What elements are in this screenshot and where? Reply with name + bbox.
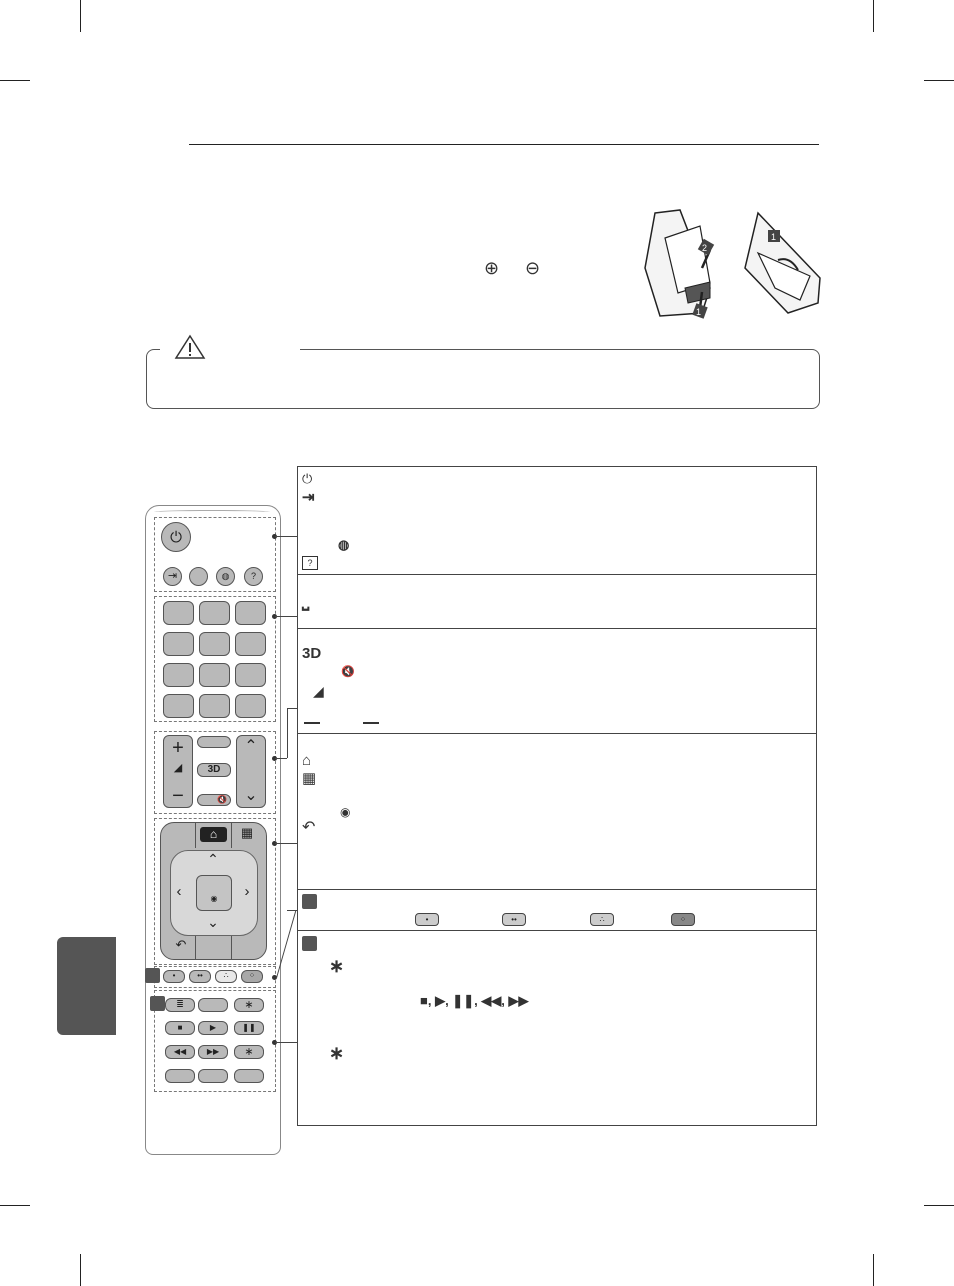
right-dash-icon [363, 722, 379, 724]
blank-round-button[interactable] [189, 567, 208, 586]
color-keys-marker [145, 968, 160, 983]
mute-icon: 🔇 [341, 666, 355, 678]
volume-down-icon: − [172, 785, 184, 807]
star-icon: ∗ [244, 1046, 254, 1058]
3d-icon: 3D [302, 645, 322, 662]
plus-polarity-icon: ⊕ [484, 258, 500, 278]
number-button[interactable] [235, 601, 266, 625]
input-icon: ⇥ [167, 570, 178, 582]
channel-rocker[interactable] [236, 735, 266, 808]
step-2-label: 2 [702, 243, 708, 253]
number-button[interactable] [235, 663, 266, 687]
control-keys-marker [302, 936, 317, 951]
language-side-tab [57, 937, 116, 1035]
3d-icon: 3D [207, 764, 221, 775]
color-keys-marker [302, 894, 317, 909]
stop-icon: ■ [177, 1023, 183, 1032]
input-button[interactable] [163, 567, 182, 586]
blank-control-button[interactable] [198, 998, 228, 1012]
power-button[interactable] [161, 522, 191, 552]
left-arrow-icon[interactable]: ‹ [176, 883, 182, 900]
3d-button[interactable] [197, 763, 231, 777]
rewind-button[interactable] [165, 1045, 195, 1059]
volume-icon: ◢ [313, 683, 324, 699]
step-1b-label: 1 [771, 232, 777, 242]
minus-polarity-icon: ⊖ [525, 258, 541, 278]
blank-control-button[interactable] [198, 1069, 228, 1083]
blue-key-icon: ⁘ [671, 913, 695, 926]
play-icon: ▶ [209, 1023, 217, 1032]
header-rule [189, 144, 819, 145]
number-button[interactable] [235, 632, 266, 656]
stop-button[interactable] [165, 1021, 195, 1035]
number-button[interactable] [163, 663, 194, 687]
text-button[interactable] [165, 998, 195, 1012]
green-button[interactable]: •• [189, 970, 211, 983]
back-icon: ↶ [302, 819, 316, 836]
star-icon: ∗ [329, 956, 345, 976]
blue-button[interactable]: ⁘ [241, 970, 263, 983]
energy-icon: ◍ [221, 571, 230, 581]
volume-up-icon: + [172, 737, 184, 759]
red-button[interactable]: • [163, 970, 185, 983]
power-icon: ⏻ [302, 471, 313, 486]
manual-icon: ? [250, 571, 256, 581]
callout-table [297, 466, 817, 1126]
energy-icon: ◍ [338, 537, 350, 552]
rewind-icon: ◀◀ [173, 1047, 187, 1056]
control-keys-marker [150, 996, 165, 1011]
channel-up-icon: ⌃ [244, 738, 258, 755]
space-icon: ⎵ [302, 590, 310, 610]
back-icon[interactable]: ↶ [175, 937, 187, 952]
number-button[interactable] [199, 694, 230, 718]
right-arrow-icon[interactable]: › [244, 883, 250, 900]
apps-icon: ▦ [302, 770, 317, 787]
ok-button[interactable] [196, 875, 232, 911]
star-icon: ∗ [329, 1043, 345, 1063]
list-button[interactable] [163, 694, 194, 718]
blank-flat-button[interactable] [197, 736, 231, 748]
left-dash-icon [304, 722, 320, 724]
play-button[interactable] [198, 1021, 228, 1035]
green-key-icon: •• [502, 913, 526, 926]
star-button[interactable] [234, 998, 264, 1012]
home-button[interactable] [200, 827, 227, 842]
mute-button[interactable] [197, 794, 231, 806]
number-button[interactable] [163, 632, 194, 656]
apps-icon[interactable]: ▦ [240, 825, 254, 840]
volume-rocker[interactable] [163, 735, 193, 808]
pause-icon: ❚❚ [242, 1023, 256, 1032]
fast-forward-button[interactable] [198, 1045, 228, 1059]
red-key-icon: • [415, 913, 439, 926]
playback-icons: ■, ▶, ❚❚, ◀◀, ▶▶ [420, 993, 529, 1008]
home-icon: ⌂ [302, 752, 312, 769]
star-button-2[interactable] [234, 1045, 264, 1059]
yellow-key-icon: ∴ [590, 913, 614, 926]
down-arrow-icon[interactable]: ⌄ [207, 914, 219, 930]
ok-icon: ◉ [340, 805, 351, 819]
fast-forward-icon: ▶▶ [206, 1047, 220, 1056]
power-icon: ⏻ [170, 529, 182, 546]
up-arrow-icon[interactable]: ⌃ [207, 851, 219, 867]
mute-icon: 🔇 [217, 795, 227, 804]
manual-icon: ? [302, 556, 318, 570]
volume-icon: ◢ [173, 762, 183, 774]
warning-icon [174, 334, 206, 360]
energy-saving-button[interactable] [216, 567, 235, 586]
blank-control-button[interactable] [165, 1069, 195, 1083]
channel-down-icon: ⌄ [244, 787, 258, 804]
input-icon: ⇥ [302, 489, 315, 506]
number-button[interactable] [163, 601, 194, 625]
step-1-label: 1 [696, 307, 702, 317]
user-guide-button[interactable] [244, 567, 263, 586]
home-icon: ⌂ [209, 827, 218, 841]
list-icon: ≣ [176, 999, 184, 1009]
number-button[interactable] [199, 601, 230, 625]
battery-cover-figure [640, 208, 830, 320]
yellow-button[interactable]: ∴ [215, 970, 237, 983]
quick-view-button[interactable] [235, 694, 266, 718]
ok-icon: ◉ [210, 894, 218, 903]
number-button[interactable] [199, 663, 230, 687]
star-icon: ∗ [244, 999, 254, 1011]
pause-button[interactable] [234, 1021, 264, 1035]
number-button[interactable] [199, 632, 230, 656]
blank-control-button[interactable] [234, 1069, 264, 1083]
caution-box [146, 349, 820, 409]
